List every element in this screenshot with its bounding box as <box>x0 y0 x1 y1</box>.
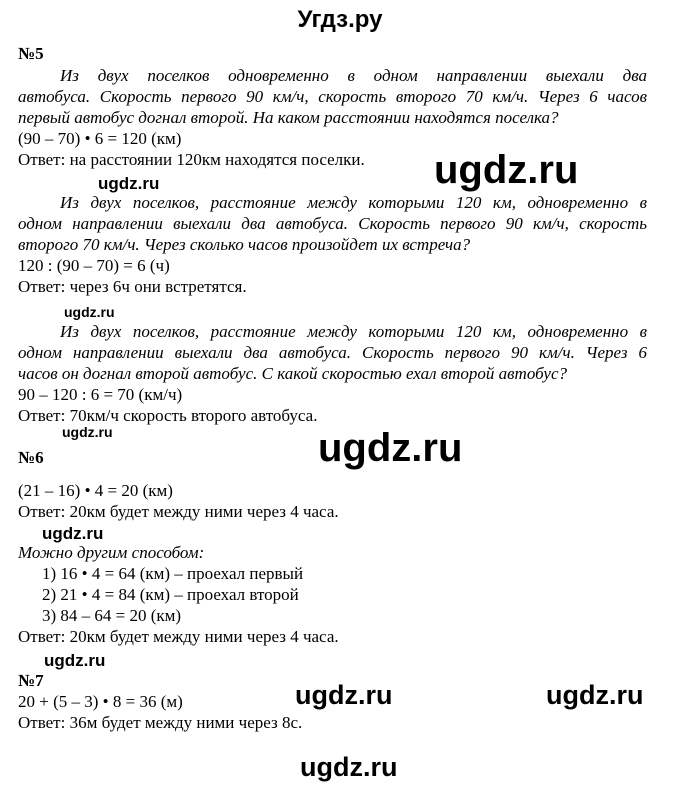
watermark: ugdz.ru <box>64 304 115 320</box>
task-5-p2-calc: 120 : (90 – 70) = 6 (ч) <box>18 256 170 275</box>
task-5-p1-line1: Из двух поселков одновременно в одном направлении выехали два <box>60 66 647 85</box>
task-5-p2-line2: одном направлении выехали два автобуса. Скорость первого 90 км/ч, скорость <box>18 214 647 233</box>
watermark: ugdz.ru <box>62 424 113 440</box>
task-5-p3-line2: одном направлении выехали два автобуса. Скорость первого 90 км/ч. Через 6 <box>18 343 647 362</box>
task-6-answer: Ответ: 20км будет между ними через 4 часа. <box>18 502 339 521</box>
task-5-p1-line2: автобуса. Скорость первого 90 км/ч, скорость второго 70 км/ч. Через 6 часов <box>18 87 647 106</box>
watermark: ugdz.ru <box>546 680 644 710</box>
task-5-p2-line3: второго 70 км/ч. Через сколько часов произойдет их встреча? <box>18 235 471 254</box>
task-5-p3-calc: 90 – 120 : 6 = 70 (км/ч) <box>18 385 183 404</box>
task-6-calc: (21 – 16) • 4 = 20 (км) <box>18 481 173 500</box>
watermark: ugdz.ru <box>300 752 398 782</box>
task-6-step-1: 1) 16 • 4 = 64 (км) – проехал первый <box>42 564 304 583</box>
task-5-p2-line1: Из двух поселков, расстояние между которыми 120 км, одновременно в <box>60 193 647 212</box>
task-7-answer: Ответ: 36м будет между ними через 8с. <box>18 713 303 732</box>
task-5-number: №5 <box>18 44 44 63</box>
watermark: ugdz.ru <box>42 524 104 543</box>
task-7-calc: 20 + (5 – 3) • 8 = 36 (м) <box>18 692 183 711</box>
watermark: ugdz.ru <box>44 651 106 670</box>
task-6-number: №6 <box>18 448 44 467</box>
task-7-number: №7 <box>18 671 44 690</box>
task-6-alt-label: Можно другим способом: <box>18 543 205 562</box>
task-6-step-2: 2) 21 • 4 = 84 (км) – проехал второй <box>42 585 299 604</box>
task-5-p1-calc: (90 – 70) • 6 = 120 (км) <box>18 129 182 148</box>
watermark: ugdz.ru <box>434 148 579 192</box>
task-5-p2-answer: Ответ: через 6ч они встретятся. <box>18 277 247 296</box>
task-5-p3-answer: Ответ: 70км/ч скорость второго автобуса. <box>18 406 318 425</box>
task-5-p3-line1: Из двух поселков, расстояние между которыми 120 км, одновременно в <box>60 322 647 341</box>
task-6-answer-2: Ответ: 20км будет между ними через 4 часа. <box>18 627 339 646</box>
task-6-step-3: 3) 84 – 64 = 20 (км) <box>42 606 182 625</box>
watermark: ugdz.ru <box>98 174 160 193</box>
watermark: ugdz.ru <box>318 426 463 470</box>
site-title: Угдз.ру <box>297 6 383 33</box>
task-5-p3-line3: часов он догнал второй автобус. С какой скоростью ехал второй автобус? <box>18 364 568 383</box>
task-5-p1-line3: первый автобус догнал второй. На каком расстоянии находятся поселка? <box>18 108 559 127</box>
watermark: ugdz.ru <box>295 680 393 710</box>
task-5-p1-answer: Ответ: на расстоянии 120км находятся поселки. <box>18 150 365 169</box>
